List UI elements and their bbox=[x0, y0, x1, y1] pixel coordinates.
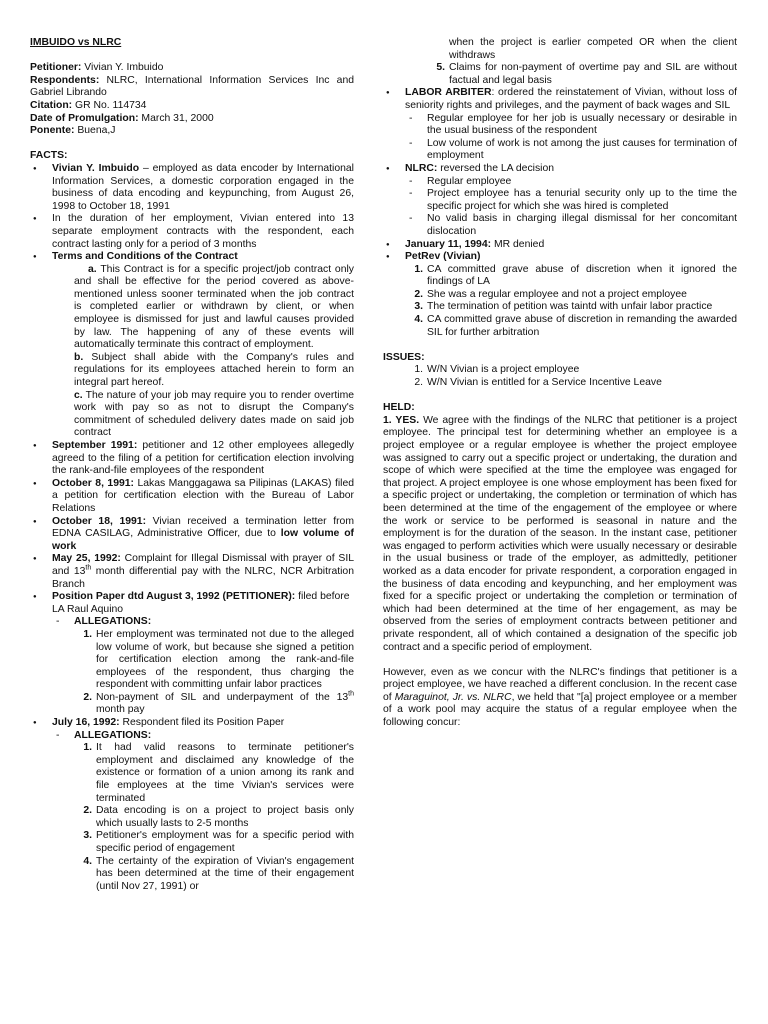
petrev-ground: 2. She was a regular employee and not a project employee bbox=[414, 288, 687, 300]
fact-item: ● Position Paper dtd August 3, 1992 (PETITIONER): filed before LA Raul Aquino bbox=[30, 591, 354, 616]
respondent-allegation: 2. Data encoding is on a project to project basis only which usually lasts to 2-5 months bbox=[83, 805, 354, 829]
respondent-allegation: 3. Petitioner's employment was for a specific period with specific period of engagement bbox=[83, 830, 354, 854]
nlrc-reason: - Regular employee bbox=[409, 175, 512, 187]
issue-item: 2. W/N Vivian is entitled for a Service Incentive Leave bbox=[414, 377, 662, 389]
ponente-line: Ponente: Buena,J bbox=[30, 125, 116, 137]
term-a: a. This Contract is for a specific project/job contract only and shall be effective for the period covered as above-mentioned unless sooner terminated when the job contract is completed earlier or withdrawn by client, or when employee is dismissed for just and lawful causes provided by law. The happening of any of these events will automatically terminate this contract of employment. bbox=[74, 263, 354, 351]
allegations-label: - ALLEGATIONS: bbox=[56, 729, 152, 741]
fact-item: ● Vivian Y. Imbuido – employed as data encoder by International Information Services, a domestic corporation engaged in the business of data encoding and keypunching, from August 26, 1998 to October 18, 1991 bbox=[30, 163, 354, 213]
fact-item: ● Terms and Conditions of the Contract bbox=[30, 251, 354, 264]
fact-item: ● October 8, 1991: Lakas Manggagawa sa Pilipinas (LAKAS) filed a petition for certification election with the Bureau of Labor Relations bbox=[30, 478, 354, 516]
petrev-ground: 3. The termination of petition was taintd with unfair labor practice bbox=[414, 301, 713, 313]
respondent-allegation: 1. It had valid reasons to terminate petitioner's employment and disclaimed any knowledge of the existence or formation of a union among its rank and file employees at the time Vivian's services were terminated bbox=[83, 742, 354, 804]
petitioner-line: Petitioner: Vivian Y. Imbuido bbox=[30, 62, 164, 74]
held-paragraph-2: However, even as we concur with the NLRC's findings that petitioner is a project employee, we have reached a different conclusion. In the recent case of Maraguinot, Jr. vs. NLRC, we held that "[a] project employee or a member of a work pool may acquire the status of a regular employee when the following concur: bbox=[383, 666, 737, 729]
respondents-line: Respondents: NLRC, International Information Services Inc and Gabriel Librando bbox=[30, 74, 355, 99]
facts-heading: FACTS: bbox=[30, 150, 68, 162]
promulgation-line: Date of Promulgation: March 31, 2000 bbox=[30, 112, 214, 124]
citation-line: Citation: GR No. 114734 bbox=[30, 99, 147, 111]
petitioner-allegation: 1. Her employment was terminated not due to the alleged low volume of work, but because she signed a petition for certification election among the rank-and-file employees of the respondent, thus charging the respondent with committing unfair labor practices bbox=[83, 628, 354, 691]
term-c: c. The nature of your job may require you to render overtime work with pay so as not to disrupt the Company's commitment of scheduled delivery dates made on said job contract bbox=[74, 389, 355, 439]
fact-item: ● May 25, 1992: Complaint for Illegal Dismissal with prayer of SIL and 13th month differential pay with the NLRC, NCR Arbitration Branch bbox=[30, 553, 354, 591]
issues-heading: ISSUES: bbox=[383, 351, 425, 363]
held-paragraph-1: 1. YES. We agree with the findings of the NLRC that petitioner is a project employee. The principal test for determining whether an employee is a project employee or a regular employee is whether the project employee was assigned to carry out a specific project or undertaking, the duration and scope of which were specified at the time the employee was engaged for that project. A project employee is one whose employment has been fixed for a specific project or undertaking, the completion or termination of which has been determined at the time of the engagement of the employee or where the work or service to be performed is seasonal in nature and the employment is for the duration of the season. In the instant case, petitioner was engaged to perform activities which were usually necessary or desirable in the usual business or trade of the employer, as admittedly, petitioner worked as a data encoder for private respondent, a corporation engaged in the business of data encoding and keypunching, and her employment was fixed for a specific project or undertaking the completion or termination of which had been determined at the time of her engagement, as may be observed from the series of employment contracts between petitioner and private respondent, all of which contained a designation of the specific job contract and a specific period of employment. bbox=[383, 414, 738, 653]
petrev-ground: 4. CA committed grave abuse of discretion in remanding the awarded SIL for further arbitration bbox=[414, 314, 737, 338]
la-reason: - Low volume of work is not among the just causes for termination of employment bbox=[409, 137, 737, 162]
nlrc-item: ● NLRC: reversed the LA decision bbox=[383, 163, 737, 176]
fact-item: ● September 1991: petitioner and 12 other employees allegedly agreed to the filing of a petition for certification election involving the rank-and-file employees of the respondent bbox=[30, 440, 354, 478]
issue-item: 1. W/N Vivian is a project employee bbox=[414, 364, 580, 376]
allegations-label: - ALLEGATIONS: bbox=[56, 616, 152, 628]
contract-terms bbox=[30, 264, 354, 440]
held-heading: HELD: bbox=[383, 402, 415, 414]
respondent-allegation-cont: when the project is earlier competed OR when the client withdraws bbox=[449, 37, 737, 61]
labor-arbiter-item: ● LABOR ARBITER: ordered the reinstatement of Vivian, without loss of seniority rights and privileges, and the payment of back wages and SIL bbox=[383, 87, 737, 112]
fact-item: ● In the duration of her employment, Vivian entered into 13 separate employment contracts with the respondent, each contract lasting only for a period of 3 months bbox=[30, 213, 354, 251]
case-title: IMBUIDO vs NLRC bbox=[30, 37, 122, 48]
nlrc-reason: - Project employee has a tenurial security only up to the time the specific project for which she was hired is completed bbox=[409, 188, 737, 212]
fact-item: ● October 18, 1991: Vivian received a termination letter from EDNA CASILAG, Administrative Officer, due to low volume of work bbox=[30, 516, 354, 554]
respondent-allegation: 4. The certainty of the expiration of Vivian's engagement has been determined at the time of their engagement (until Nov 27, 1991) or bbox=[83, 855, 354, 892]
la-reason: - Regular employee for her job is usually necessary or desirable in the usual business of the respondent bbox=[409, 112, 737, 137]
term-b: b. Subject shall abide with the Company's rules and regulations for its employees attached herein to form an integral part hereof. bbox=[74, 351, 355, 389]
respondent-allegation: 5. Claims for non-payment of overtime pay and SIL are without factual and legal basis bbox=[436, 62, 737, 86]
petitioner-allegation: 2. Non-payment of SIL and underpayment of the 13th month pay bbox=[83, 690, 354, 716]
petrev-item: ● PetRev (Vivian) bbox=[383, 251, 737, 264]
petrev-ground: 1. CA committed grave abuse of discretion when it ignored the findings of LA bbox=[414, 263, 737, 288]
nlrc-reason: - No valid basis in charging illegal dismissal for her concomitant dislocation bbox=[409, 213, 737, 237]
right-column bbox=[383, 37, 737, 730]
left-column bbox=[30, 37, 354, 893]
fact-item: ● July 16, 1992: Respondent filed its Position Paper bbox=[30, 717, 354, 730]
mr-item: ● January 11, 1994: MR denied bbox=[383, 239, 737, 252]
